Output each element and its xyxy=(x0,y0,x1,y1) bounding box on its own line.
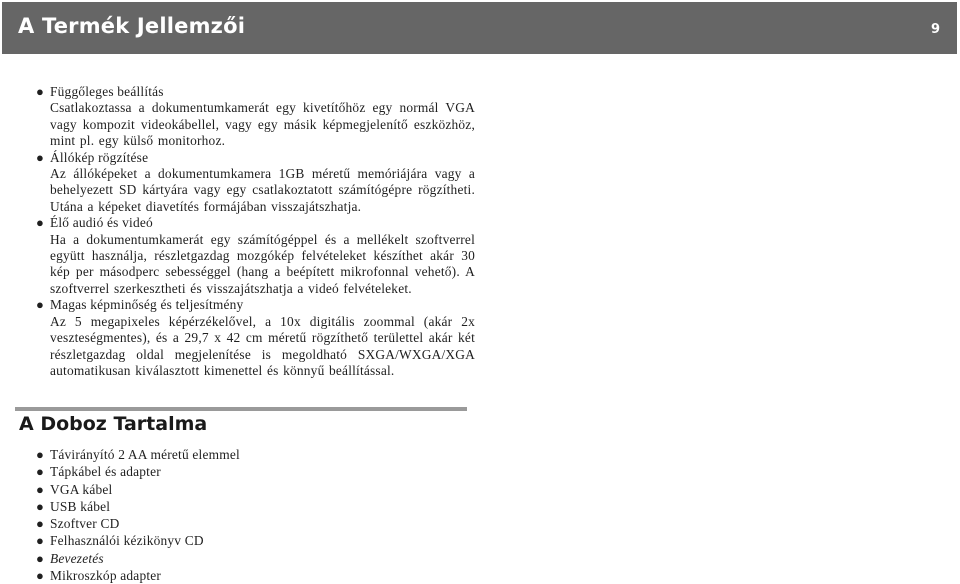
list-item xyxy=(35,498,455,515)
bullet-icon: ● xyxy=(36,550,45,566)
feature-item xyxy=(35,84,475,150)
bullet-icon: ● xyxy=(36,533,45,549)
feature-title: Függőleges beállítás xyxy=(50,84,164,99)
bullet-icon: ● xyxy=(36,447,45,462)
bullet-icon: ● xyxy=(36,215,44,231)
list-item xyxy=(35,532,455,549)
list-item-label: Tápkábel és adapter xyxy=(50,464,161,480)
box-contents-list xyxy=(35,446,455,584)
page-title: A Termék Jellemzői xyxy=(18,14,246,38)
list-item xyxy=(35,446,455,463)
feature-title: Élő audió és videó xyxy=(50,215,153,231)
list-item-label: USB kábel xyxy=(50,498,111,514)
feature-title: Magas képminőség és teljesítmény xyxy=(50,297,244,313)
list-item xyxy=(35,515,455,532)
feature-item xyxy=(35,150,475,216)
feature-description: Az állóképeket a dokumentumkamera 1GB méretű memóriájára vagy a behelyezett SD kártyára vagy egy csatlakoztatott számítógépre rögzítheti. Utána a képeket diavetítés formájában visszajátszhatja. xyxy=(50,166,475,214)
bullet-icon: ● xyxy=(36,516,45,532)
list-item-label: Távirányító 2 AA méretű elemmel xyxy=(50,447,240,462)
list-item xyxy=(35,481,455,498)
bullet-icon: ● xyxy=(36,464,45,480)
section-divider xyxy=(15,407,467,411)
page-number: 9 xyxy=(930,22,940,37)
list-item xyxy=(35,567,455,584)
feature-item xyxy=(35,215,475,297)
section-heading: A Doboz Tartalma xyxy=(19,413,208,435)
feature-item xyxy=(35,297,475,379)
bullet-icon: ● xyxy=(36,297,44,313)
list-item-label: Bevezetés xyxy=(50,550,104,566)
bullet-icon: ● xyxy=(36,568,45,584)
list-item-label: Felhasználói kézikönyv CD xyxy=(50,533,204,549)
bullet-icon: ● xyxy=(36,498,45,514)
bullet-icon: ● xyxy=(36,149,44,165)
bullet-icon: ● xyxy=(36,84,44,99)
page-header xyxy=(2,2,957,54)
feature-title: Állókép rögzítése xyxy=(50,149,149,165)
list-item-label: VGA kábel xyxy=(50,481,113,497)
feature-description: Az 5 megapixeles képérzékelővel, a 10x digitális zoommal (akár 2x veszteségmentes), és a 29,7 x 42 cm méretű rögzíthető területtel akár két részletgazdag oldal megjelenítése is megoldható SXGA/WXGA/XGA automatikusan kiválasztott kimenettel és könnyű beállítással. xyxy=(50,313,475,378)
feature-description: Ha a dokumentumkamerát egy számítógéppel és a mellékelt szoftverrel együtt használja, részletgazdag mozgókép felvételeket készíthet akár 30 kép per másodperc sebességgel (hang a beépített mikrofonnal vehető). A szoftverrel szerkesztheti és visszajátszhatja a videó felvételeket. xyxy=(50,231,475,296)
bullet-icon: ● xyxy=(36,481,45,497)
feature-list xyxy=(35,84,475,379)
list-item xyxy=(35,550,455,567)
list-item-label: Szoftver CD xyxy=(50,516,120,532)
feature-description: Csatlakoztassa a dokumentumkamerát egy kivetítőhöz egy normál VGA vagy kompozit videokábellel, vagy egy másik képmegjelenítő eszközhöz, mint pl. egy külső monitorhoz. xyxy=(50,100,475,149)
list-item xyxy=(35,463,455,480)
list-item-label: Mikroszkóp adapter xyxy=(50,568,162,584)
